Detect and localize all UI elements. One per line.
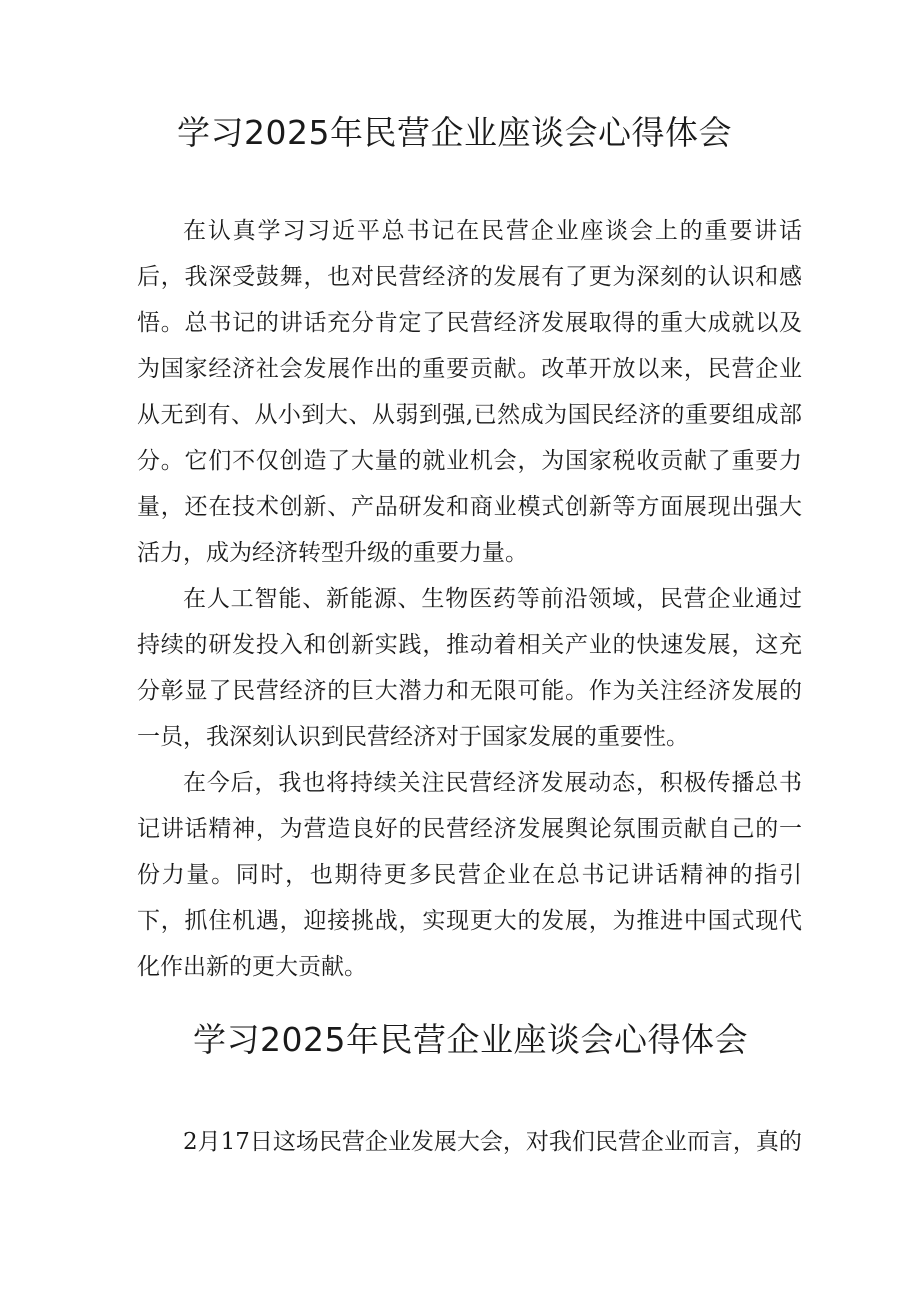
body-paragraph: 在认真学习习近平总书记在民营企业座谈会上的重要讲话后，我深受鼓舞，也对民营经济的发展有了更为深刻的认识和感悟。总书记的讲话充分肯定了民营经济发展取得的重大成就以及为国家经济社会发展作出的重要贡献。改革开放以来，民营企业从无到有、从小到大、从弱到强,已然成为国民经济的重要组成部分。它们不仅创造了大量的就业机会，为国家税收贡献了重要力量，还在技术创新、产品研发和商业模式创新等方面展现出强大活力，成为经济转型升级的重要力量。 [137, 218, 802, 566]
second-document-title: 学习2025年民营企业座谈会心得体会 [193, 1020, 748, 1059]
article-body [137, 208, 802, 990]
body-paragraph: 在今后，我也将持续关注民营经济发展动态，积极传播总书记讲话精神，为营造良好的民营经济发展舆论氛围贡献自己的一份力量。同时，也期待更多民营企业在总书记讲话精神的指引下，抓住机遇，迎接挑战，实现更大的发展，为推进中国式现代化作出新的更大贡献。 [137, 770, 802, 980]
body-paragraph: 2月17日这场民营企业发展大会，对我们民营企业而言，真的 [183, 1129, 802, 1155]
second-article-body [137, 1119, 802, 1165]
body-paragraph: 在人工智能、新能源、生物医药等前沿领域，民营企业通过持续的研发投入和创新实践，推动着相关产业的快速发展，这充分彰显了民营经济的巨大潜力和无限可能。作为关注经济发展的一员，我深刻认识到民营经济对于国家发展的重要性。 [137, 586, 802, 750]
document-title: 学习2025年民营企业座谈会心得体会 [177, 113, 732, 152]
